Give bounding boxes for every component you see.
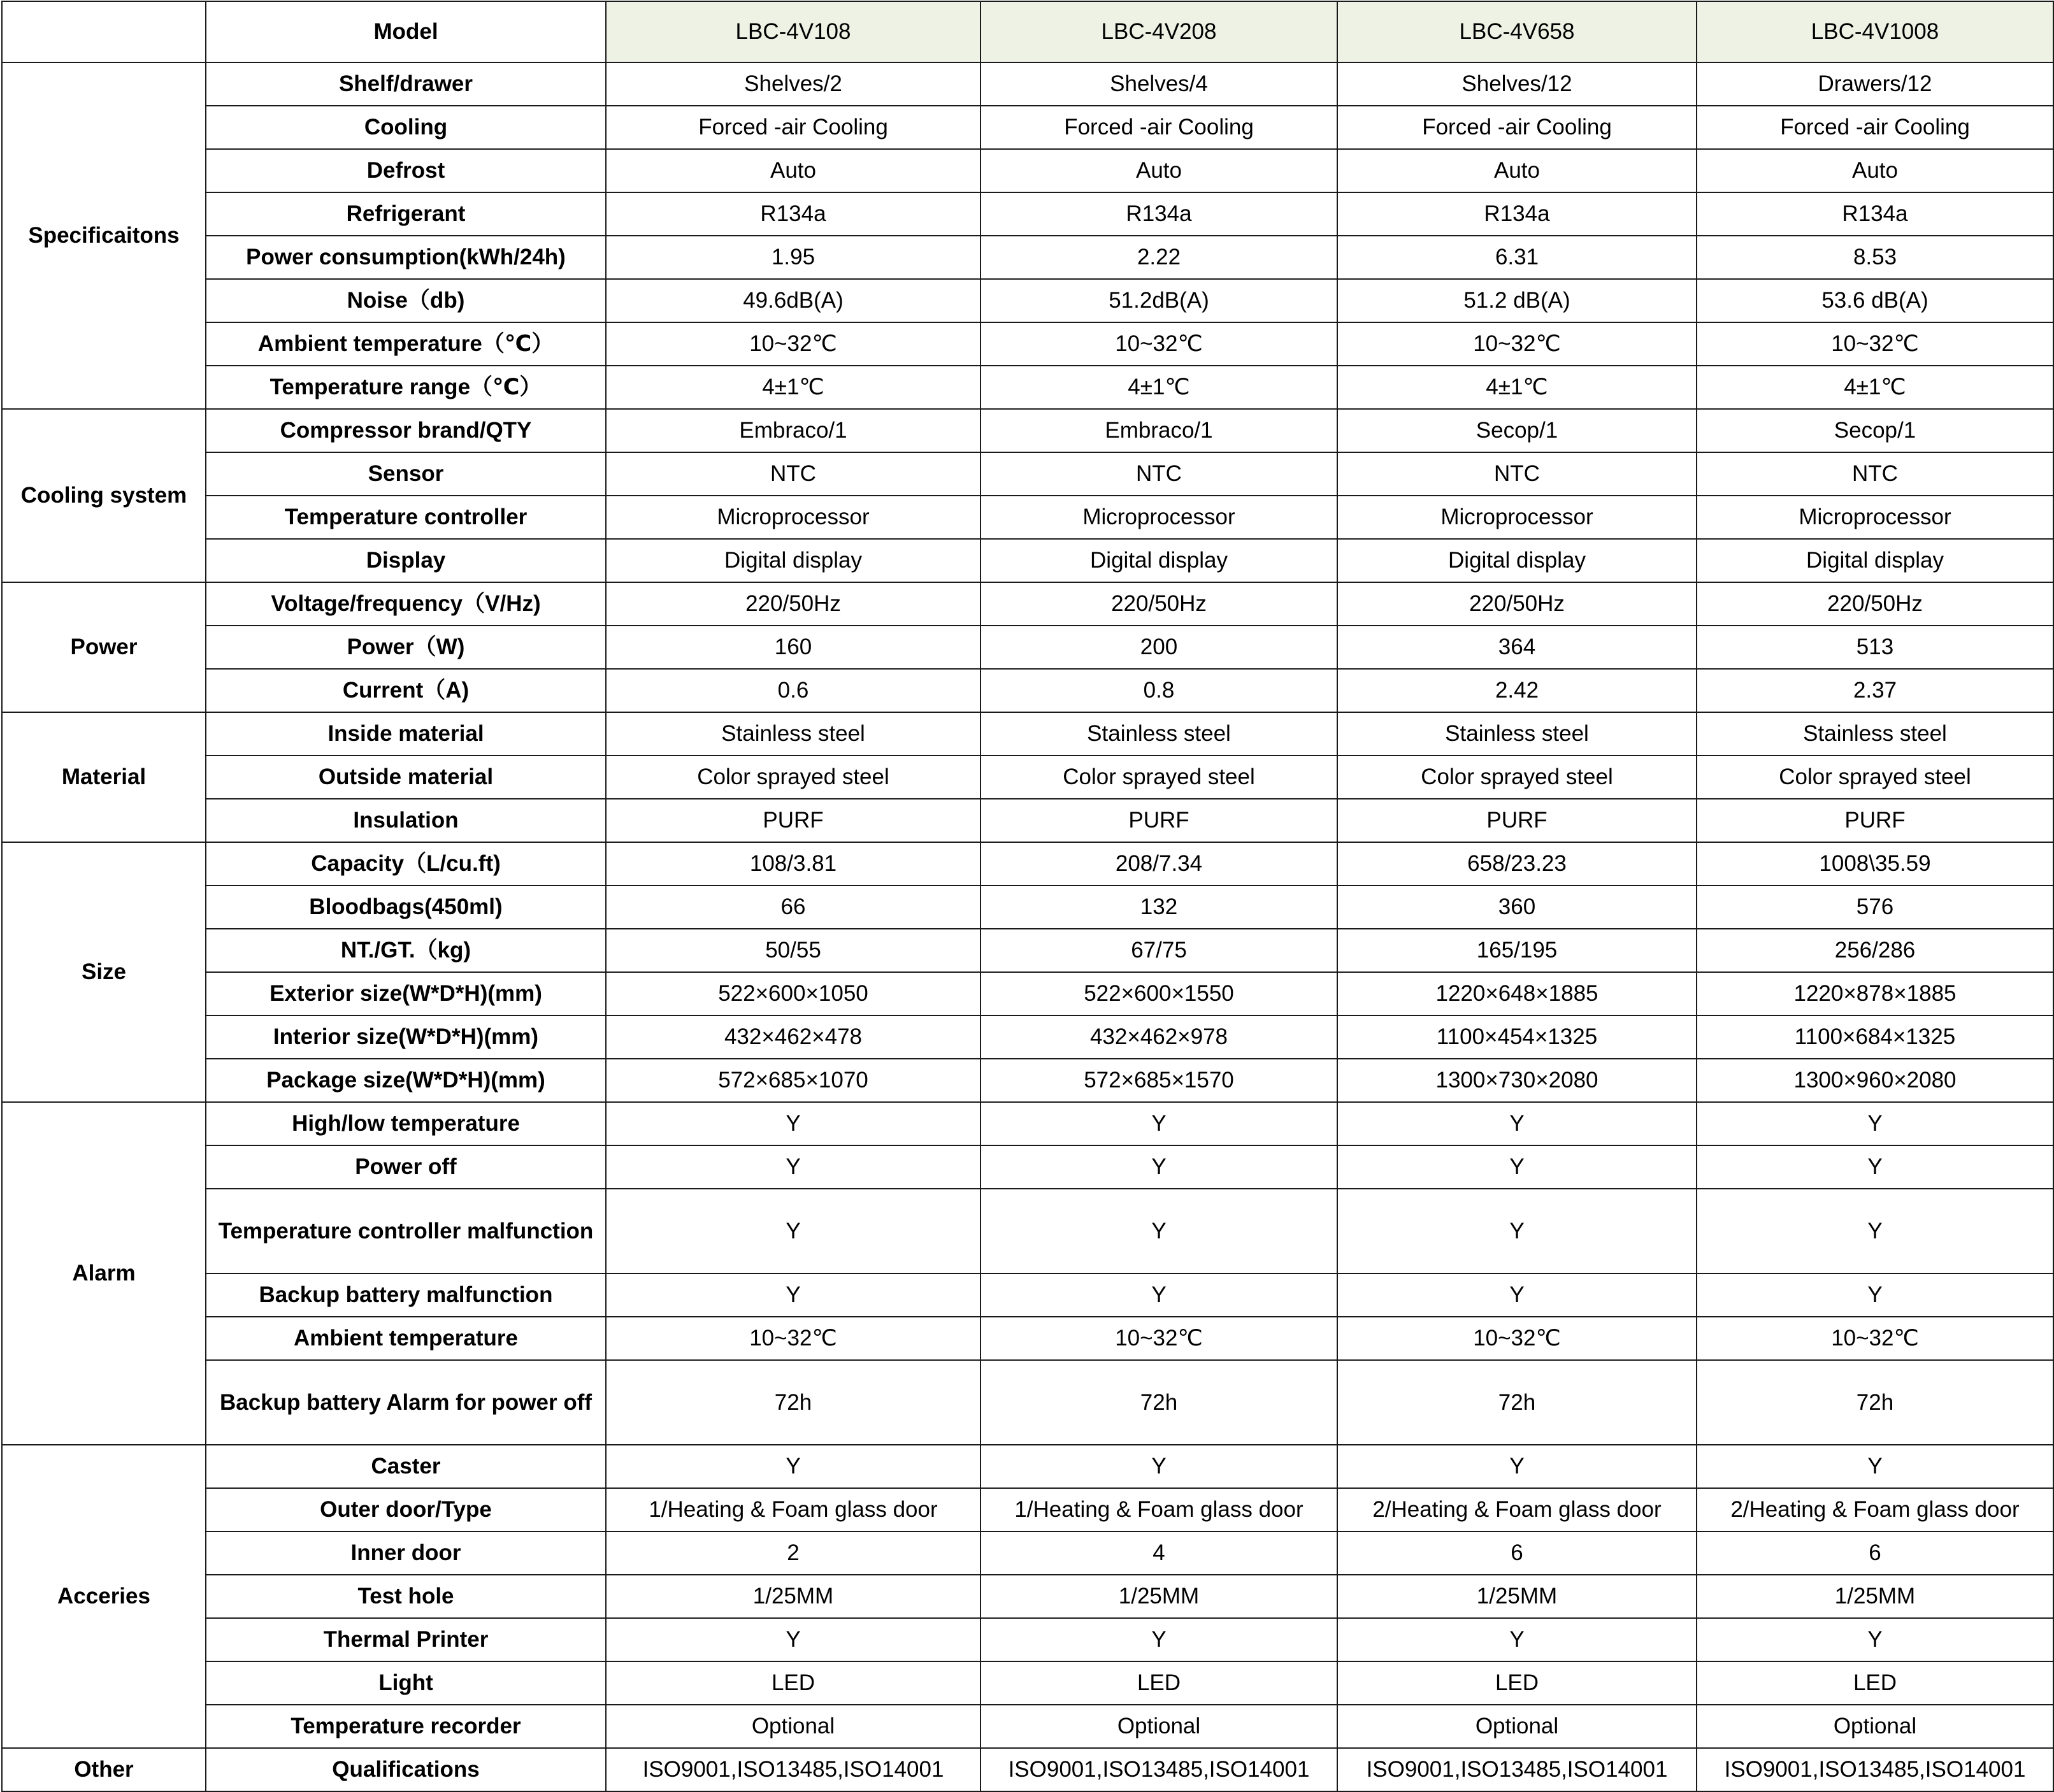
value-cell: R134a bbox=[606, 192, 980, 236]
value-cell: 4 bbox=[980, 1531, 1337, 1575]
table-row bbox=[2, 1575, 2053, 1618]
table-row bbox=[2, 1618, 2053, 1661]
value-cell: Y bbox=[980, 1145, 1337, 1189]
value-cell: 432×462×978 bbox=[980, 1015, 1337, 1059]
value-cell: 0.8 bbox=[980, 669, 1337, 712]
value-cell: 220/50Hz bbox=[606, 582, 980, 626]
value-cell: Stainless steel bbox=[1697, 712, 2053, 756]
value-cell: NTC bbox=[980, 452, 1337, 496]
value-cell: Forced -air Cooling bbox=[606, 106, 980, 149]
row-label: Temperature controller malfunction bbox=[206, 1189, 606, 1273]
value-cell: Forced -air Cooling bbox=[980, 106, 1337, 149]
row-label: High/low temperature bbox=[206, 1102, 606, 1145]
value-cell: Y bbox=[606, 1273, 980, 1317]
table-row bbox=[2, 799, 2053, 842]
value-cell: Y bbox=[1337, 1189, 1697, 1273]
model-header-label: Model bbox=[206, 1, 606, 62]
value-cell: LED bbox=[606, 1661, 980, 1705]
row-label: Outside material bbox=[206, 756, 606, 799]
value-cell: Color sprayed steel bbox=[1337, 756, 1697, 799]
value-cell: 72h bbox=[1337, 1360, 1697, 1445]
table-row bbox=[2, 1059, 2053, 1102]
value-cell: 160 bbox=[606, 626, 980, 669]
value-cell: 10~32℃ bbox=[1697, 322, 2053, 366]
value-cell: 0.6 bbox=[606, 669, 980, 712]
row-label: Compressor brand/QTY bbox=[206, 409, 606, 452]
value-cell: 4±1℃ bbox=[606, 366, 980, 409]
value-cell: LED bbox=[980, 1661, 1337, 1705]
value-cell: 1100×454×1325 bbox=[1337, 1015, 1697, 1059]
value-cell: Y bbox=[980, 1273, 1337, 1317]
row-label: Bloodbags(450ml) bbox=[206, 885, 606, 929]
spec-table bbox=[1, 1, 2054, 1792]
table-row bbox=[2, 496, 2053, 539]
table-row bbox=[2, 62, 2053, 106]
row-label: Temperature recorder bbox=[206, 1705, 606, 1748]
row-label: Refrigerant bbox=[206, 192, 606, 236]
value-cell: Microprocessor bbox=[606, 496, 980, 539]
value-cell: R134a bbox=[1697, 192, 2053, 236]
row-label: Light bbox=[206, 1661, 606, 1705]
value-cell: Y bbox=[606, 1145, 980, 1189]
row-label: Power（W) bbox=[206, 626, 606, 669]
value-cell: 10~32℃ bbox=[980, 322, 1337, 366]
value-cell: 220/50Hz bbox=[1337, 582, 1697, 626]
value-cell: 432×462×478 bbox=[606, 1015, 980, 1059]
row-label: Noise（db) bbox=[206, 279, 606, 322]
value-cell: Y bbox=[980, 1618, 1337, 1661]
table-row bbox=[2, 192, 2053, 236]
value-cell: ISO9001,ISO13485,ISO14001 bbox=[1697, 1748, 2053, 1791]
value-cell: 1008\35.59 bbox=[1697, 842, 2053, 885]
row-label: Inside material bbox=[206, 712, 606, 756]
row-label: Inner door bbox=[206, 1531, 606, 1575]
value-cell: 364 bbox=[1337, 626, 1697, 669]
value-cell: Digital display bbox=[1697, 539, 2053, 582]
group-power: Power bbox=[2, 582, 206, 712]
row-label: Power off bbox=[206, 1145, 606, 1189]
value-cell: 10~32℃ bbox=[980, 1317, 1337, 1360]
value-cell: Secop/1 bbox=[1337, 409, 1697, 452]
value-cell: ISO9001,ISO13485,ISO14001 bbox=[1337, 1748, 1697, 1791]
value-cell: 200 bbox=[980, 626, 1337, 669]
corner-cell bbox=[2, 1, 206, 62]
table-row bbox=[2, 1145, 2053, 1189]
value-cell: 2/Heating & Foam glass door bbox=[1337, 1488, 1697, 1531]
value-cell: Y bbox=[1697, 1445, 2053, 1488]
value-cell: Y bbox=[606, 1189, 980, 1273]
value-cell: 108/3.81 bbox=[606, 842, 980, 885]
value-cell: Y bbox=[980, 1445, 1337, 1488]
value-cell: Microprocessor bbox=[1697, 496, 2053, 539]
value-cell: 360 bbox=[1337, 885, 1697, 929]
value-cell: Embraco/1 bbox=[606, 409, 980, 452]
table-row bbox=[2, 626, 2053, 669]
value-cell: Digital display bbox=[1337, 539, 1697, 582]
table-row bbox=[2, 539, 2053, 582]
header-row bbox=[2, 1, 2053, 62]
table-row bbox=[2, 322, 2053, 366]
value-cell: 53.6 dB(A) bbox=[1697, 279, 2053, 322]
row-label: Shelf/drawer bbox=[206, 62, 606, 106]
value-cell: 72h bbox=[1697, 1360, 2053, 1445]
value-cell: 72h bbox=[980, 1360, 1337, 1445]
table-row bbox=[2, 1661, 2053, 1705]
row-label: Thermal Printer bbox=[206, 1618, 606, 1661]
value-cell: Y bbox=[1337, 1273, 1697, 1317]
value-cell: Y bbox=[980, 1189, 1337, 1273]
value-cell: Y bbox=[1337, 1145, 1697, 1189]
table-row bbox=[2, 1748, 2053, 1791]
value-cell: Digital display bbox=[606, 539, 980, 582]
table-row bbox=[2, 1015, 2053, 1059]
value-cell: NTC bbox=[606, 452, 980, 496]
group-alarm: Alarm bbox=[2, 1102, 206, 1445]
table-row bbox=[2, 1705, 2053, 1748]
group-material: Material bbox=[2, 712, 206, 842]
value-cell: 4±1℃ bbox=[980, 366, 1337, 409]
value-cell: Microprocessor bbox=[1337, 496, 1697, 539]
value-cell: 50/55 bbox=[606, 929, 980, 972]
value-cell: Digital display bbox=[980, 539, 1337, 582]
value-cell: 10~32℃ bbox=[606, 322, 980, 366]
value-cell: 66 bbox=[606, 885, 980, 929]
row-label: Sensor bbox=[206, 452, 606, 496]
table-row bbox=[2, 106, 2053, 149]
row-label: Ambient temperature（℃） bbox=[206, 322, 606, 366]
value-cell: Auto bbox=[980, 149, 1337, 192]
value-cell: NTC bbox=[1697, 452, 2053, 496]
table-row bbox=[2, 366, 2053, 409]
value-cell: 513 bbox=[1697, 626, 2053, 669]
value-cell: 1/25MM bbox=[1337, 1575, 1697, 1618]
value-cell: 1/Heating & Foam glass door bbox=[606, 1488, 980, 1531]
table-row bbox=[2, 712, 2053, 756]
row-label: Package size(W*D*H)(mm) bbox=[206, 1059, 606, 1102]
group-cooling-system: Cooling system bbox=[2, 409, 206, 582]
value-cell: Y bbox=[1697, 1102, 2053, 1145]
row-label: NT./GT.（kg) bbox=[206, 929, 606, 972]
value-cell: Color sprayed steel bbox=[1697, 756, 2053, 799]
row-label: Insulation bbox=[206, 799, 606, 842]
value-cell: 1.95 bbox=[606, 236, 980, 279]
table-row bbox=[2, 756, 2053, 799]
row-label: Interior size(W*D*H)(mm) bbox=[206, 1015, 606, 1059]
table-row bbox=[2, 409, 2053, 452]
table-row bbox=[2, 452, 2053, 496]
value-cell: 2/Heating & Foam glass door bbox=[1697, 1488, 2053, 1531]
value-cell: 6.31 bbox=[1337, 236, 1697, 279]
value-cell: 572×685×1570 bbox=[980, 1059, 1337, 1102]
value-cell: Shelves/12 bbox=[1337, 62, 1697, 106]
table-row bbox=[2, 236, 2053, 279]
value-cell: 132 bbox=[980, 885, 1337, 929]
value-cell: 72h bbox=[606, 1360, 980, 1445]
value-cell: Y bbox=[1337, 1618, 1697, 1661]
model-header: LBC-4V108 bbox=[606, 1, 980, 62]
value-cell: 208/7.34 bbox=[980, 842, 1337, 885]
row-label: Qualifications bbox=[206, 1748, 606, 1791]
row-label: Current（A) bbox=[206, 669, 606, 712]
value-cell: 4±1℃ bbox=[1337, 366, 1697, 409]
value-cell: 1/25MM bbox=[980, 1575, 1337, 1618]
value-cell: Y bbox=[1697, 1189, 2053, 1273]
value-cell: Forced -air Cooling bbox=[1697, 106, 2053, 149]
value-cell: Y bbox=[1697, 1145, 2053, 1189]
row-label: Voltage/frequency（V/Hz) bbox=[206, 582, 606, 626]
value-cell: Auto bbox=[1697, 149, 2053, 192]
value-cell: Y bbox=[1697, 1618, 2053, 1661]
value-cell: 522×600×1550 bbox=[980, 972, 1337, 1015]
table-row bbox=[2, 1317, 2053, 1360]
value-cell: Forced -air Cooling bbox=[1337, 106, 1697, 149]
value-cell: 6 bbox=[1697, 1531, 2053, 1575]
value-cell: 220/50Hz bbox=[1697, 582, 2053, 626]
value-cell: Auto bbox=[606, 149, 980, 192]
table-row bbox=[2, 1531, 2053, 1575]
table-row bbox=[2, 669, 2053, 712]
table-row bbox=[2, 929, 2053, 972]
value-cell: Y bbox=[606, 1618, 980, 1661]
table-row bbox=[2, 1360, 2053, 1445]
value-cell: 10~32℃ bbox=[1337, 322, 1697, 366]
value-cell: Drawers/12 bbox=[1697, 62, 2053, 106]
table-row bbox=[2, 1189, 2053, 1273]
value-cell: 1300×730×2080 bbox=[1337, 1059, 1697, 1102]
value-cell: 2.42 bbox=[1337, 669, 1697, 712]
row-label: Cooling bbox=[206, 106, 606, 149]
value-cell: Y bbox=[980, 1102, 1337, 1145]
value-cell: Auto bbox=[1337, 149, 1697, 192]
value-cell: Shelves/2 bbox=[606, 62, 980, 106]
value-cell: 10~32℃ bbox=[606, 1317, 980, 1360]
row-label: Ambient temperature bbox=[206, 1317, 606, 1360]
table-row bbox=[2, 1445, 2053, 1488]
value-cell: 658/23.23 bbox=[1337, 842, 1697, 885]
value-cell: PURF bbox=[980, 799, 1337, 842]
value-cell: 8.53 bbox=[1697, 236, 2053, 279]
row-label: Temperature controller bbox=[206, 496, 606, 539]
value-cell: Optional bbox=[1697, 1705, 2053, 1748]
value-cell: 1300×960×2080 bbox=[1697, 1059, 2053, 1102]
row-label: Display bbox=[206, 539, 606, 582]
value-cell: Optional bbox=[1337, 1705, 1697, 1748]
table-row bbox=[2, 885, 2053, 929]
value-cell: 1/25MM bbox=[1697, 1575, 2053, 1618]
value-cell: Y bbox=[1697, 1273, 2053, 1317]
value-cell: PURF bbox=[1337, 799, 1697, 842]
value-cell: Microprocessor bbox=[980, 496, 1337, 539]
value-cell: NTC bbox=[1337, 452, 1697, 496]
value-cell: Stainless steel bbox=[606, 712, 980, 756]
table-row bbox=[2, 582, 2053, 626]
value-cell: 1220×878×1885 bbox=[1697, 972, 2053, 1015]
value-cell: 10~32℃ bbox=[1697, 1317, 2053, 1360]
value-cell: 1100×684×1325 bbox=[1697, 1015, 2053, 1059]
value-cell: Optional bbox=[606, 1705, 980, 1748]
value-cell: Y bbox=[606, 1102, 980, 1145]
group-accessories: Acceries bbox=[2, 1445, 206, 1748]
row-label: Temperature range（℃） bbox=[206, 366, 606, 409]
value-cell: 576 bbox=[1697, 885, 2053, 929]
row-label: Exterior size(W*D*H)(mm) bbox=[206, 972, 606, 1015]
value-cell: R134a bbox=[980, 192, 1337, 236]
value-cell: 522×600×1050 bbox=[606, 972, 980, 1015]
value-cell: 220/50Hz bbox=[980, 582, 1337, 626]
model-header: LBC-4V658 bbox=[1337, 1, 1697, 62]
row-label: Power consumption(kWh/24h) bbox=[206, 236, 606, 279]
value-cell: ISO9001,ISO13485,ISO14001 bbox=[606, 1748, 980, 1791]
table-row bbox=[2, 1102, 2053, 1145]
row-label: Backup battery malfunction bbox=[206, 1273, 606, 1317]
value-cell: 1/Heating & Foam glass door bbox=[980, 1488, 1337, 1531]
value-cell: 1220×648×1885 bbox=[1337, 972, 1697, 1015]
group-other: Other bbox=[2, 1748, 206, 1791]
value-cell: Color sprayed steel bbox=[606, 756, 980, 799]
value-cell: 51.2 dB(A) bbox=[1337, 279, 1697, 322]
table-row bbox=[2, 279, 2053, 322]
value-cell: Secop/1 bbox=[1697, 409, 2053, 452]
row-label: Caster bbox=[206, 1445, 606, 1488]
row-label: Defrost bbox=[206, 149, 606, 192]
value-cell: 256/286 bbox=[1697, 929, 2053, 972]
value-cell: LED bbox=[1337, 1661, 1697, 1705]
value-cell: 165/195 bbox=[1337, 929, 1697, 972]
value-cell: Color sprayed steel bbox=[980, 756, 1337, 799]
model-header: LBC-4V1008 bbox=[1697, 1, 2053, 62]
row-label: Capacity（L/cu.ft) bbox=[206, 842, 606, 885]
group-size: Size bbox=[2, 842, 206, 1102]
value-cell: PURF bbox=[1697, 799, 2053, 842]
value-cell: 10~32℃ bbox=[1337, 1317, 1697, 1360]
table-row bbox=[2, 972, 2053, 1015]
value-cell: 6 bbox=[1337, 1531, 1697, 1575]
value-cell: Shelves/4 bbox=[980, 62, 1337, 106]
value-cell: PURF bbox=[606, 799, 980, 842]
value-cell: 1/25MM bbox=[606, 1575, 980, 1618]
value-cell: 572×685×1070 bbox=[606, 1059, 980, 1102]
table-row bbox=[2, 149, 2053, 192]
value-cell: Y bbox=[1337, 1102, 1697, 1145]
value-cell: 2 bbox=[606, 1531, 980, 1575]
value-cell: ISO9001,ISO13485,ISO14001 bbox=[980, 1748, 1337, 1791]
row-label: Backup battery Alarm for power off bbox=[206, 1360, 606, 1445]
value-cell: Stainless steel bbox=[980, 712, 1337, 756]
value-cell: 4±1℃ bbox=[1697, 366, 2053, 409]
value-cell: LED bbox=[1697, 1661, 2053, 1705]
value-cell: Embraco/1 bbox=[980, 409, 1337, 452]
table-row bbox=[2, 842, 2053, 885]
group-specifications: Specificaitons bbox=[2, 62, 206, 409]
value-cell: 2.22 bbox=[980, 236, 1337, 279]
value-cell: Stainless steel bbox=[1337, 712, 1697, 756]
value-cell: Y bbox=[606, 1445, 980, 1488]
value-cell: Optional bbox=[980, 1705, 1337, 1748]
table-row bbox=[2, 1273, 2053, 1317]
value-cell: 2.37 bbox=[1697, 669, 2053, 712]
value-cell: 49.6dB(A) bbox=[606, 279, 980, 322]
value-cell: 67/75 bbox=[980, 929, 1337, 972]
value-cell: Y bbox=[1337, 1445, 1697, 1488]
value-cell: R134a bbox=[1337, 192, 1697, 236]
value-cell: 51.2dB(A) bbox=[980, 279, 1337, 322]
table-row bbox=[2, 1488, 2053, 1531]
row-label: Outer door/Type bbox=[206, 1488, 606, 1531]
row-label: Test hole bbox=[206, 1575, 606, 1618]
model-header: LBC-4V208 bbox=[980, 1, 1337, 62]
